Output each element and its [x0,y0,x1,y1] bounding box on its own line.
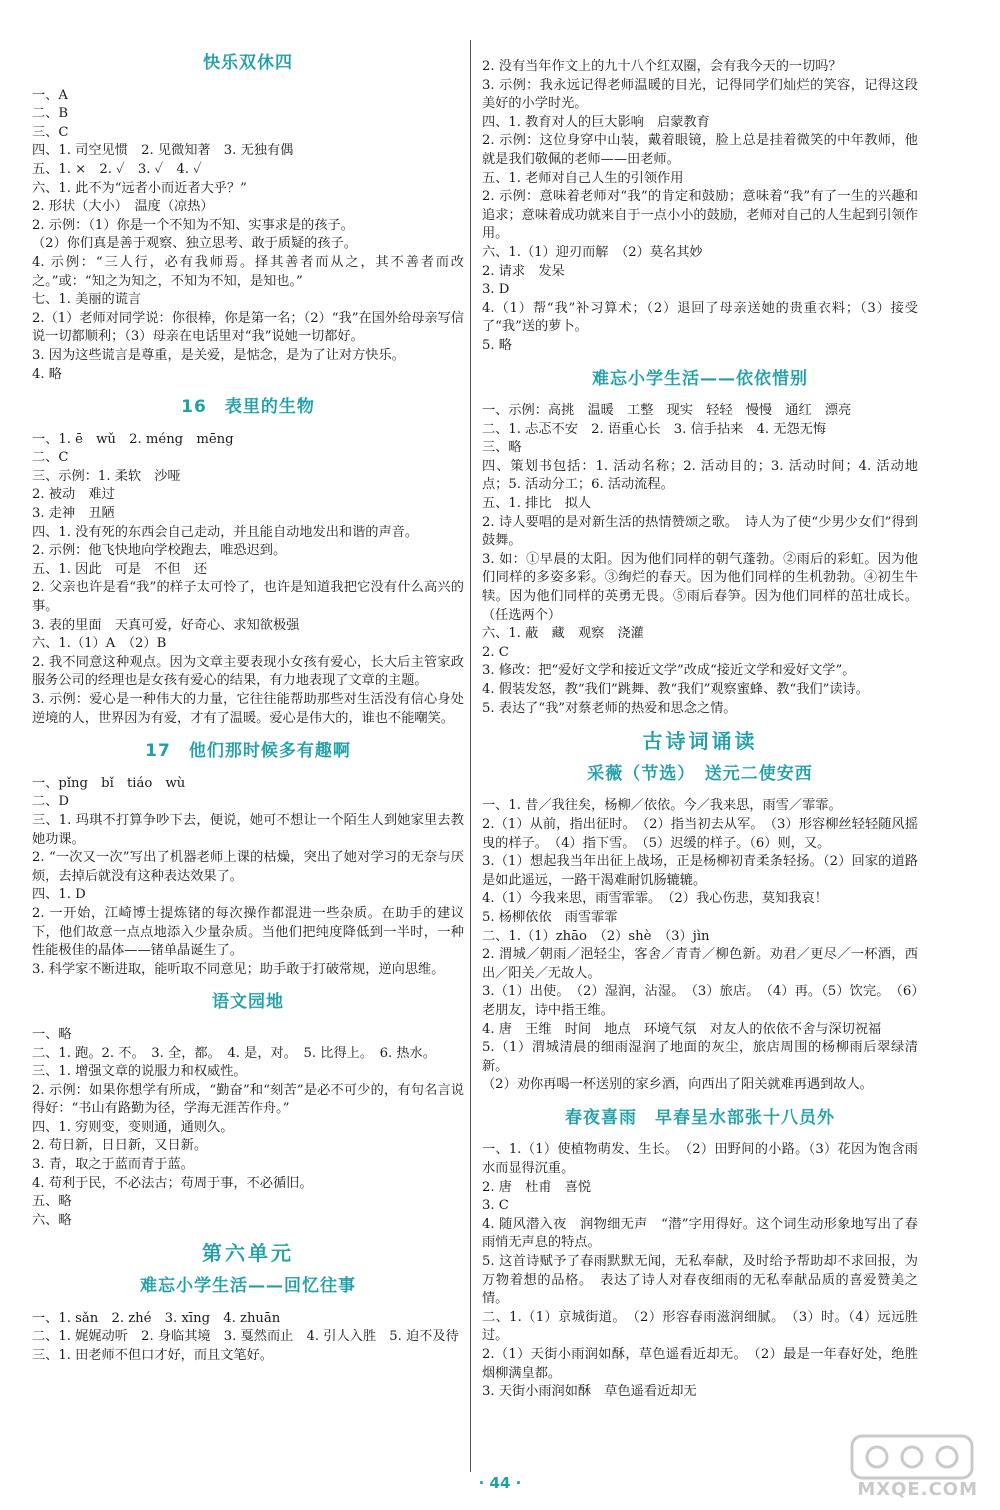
unit-heading: 古诗词诵读 [642,729,758,754]
answer-line: 3. 走神 丑陋 [32,506,115,522]
answer-line: 一、示例：高挑 温暖 工整 现实 轻轻 慢慢 通红 漂亮 [482,403,852,419]
answer-line: 三、示例：1. 柔软 沙哑 [32,468,181,484]
answer-line: 2. 请求 发呆 [482,263,565,279]
answer-line: 3.（1）想起我当年出征上战场，正是杨柳初青柔条轻扬。（2）回家的道路是如此遥远，一路干渴难耐饥肠辘辘。 [482,854,918,888]
answer-line: 一、1. ē wǔ 2. méng mēng [32,431,234,447]
section-heading: 难忘小学生活——依依惜别 [592,368,808,389]
answer-line: 2. 示例：他飞快地向学校跑去，唯恐迟到。 [32,543,287,559]
answer-line: 4. 唐 王维 时间 地点 环境气氛 对友人的依依不舍与深切祝福 [482,1021,882,1037]
column-divider [470,40,471,1472]
answer-line: 3. 科学家不断进取，能听取不同意见；助手敢于打破常规，逆向思维。 [32,961,445,977]
answer-line: 四、1. 穷则变，变则通，通则久。 [32,1119,234,1135]
section-heading: 语文园地 [212,992,284,1013]
answer-line: 2. 诗人要唱的是对新生活的热情赞颂之歌。 诗人为了使“少男少女们”得到鼓舞。 [482,514,918,549]
answer-line: 2. 我不同意这种观点。因为文章主要表现小女孩有爱心，长大后主管家政服务公司的经理也是女孩有爱心的结果，有力地表现了文章的主题。 [32,654,464,689]
answer-line: 四、策划书包括：1. 活动名称；2. 活动目的；3. 活动时间；4. 活动地点；5. 活动分工；6. 活动流程。 [482,458,918,493]
page-number: · 44 · [478,1474,522,1492]
answer-line: 2. 一开始，江崎博士提炼锗的每次操作都混进一些杂质。在助手的建议下，他们故意一点点地添入少量杂质。当他们把纯度降低到一半时，一种性能极佳的晶体——锗单晶诞生了。 [32,905,464,959]
answer-line: 4. 假装发怒，教“我们”跳舞、教“我们”观察蜜蜂、教“我们”读诗。 [482,682,869,697]
watermark-text: MXQE.COM [857,1479,978,1501]
answer-line: 三、1. 玛琪不打算争吵下去，便说，她可不想让一个陌生人到她家里去教她功课。 [32,812,464,847]
answer-line: 3. D [482,282,510,298]
answer-section [32,54,464,384]
answer-line: 4.（1）今我来思，雨雪霏霏。 （2）我心伤悲，莫知我哀！ [482,891,828,907]
answer-line: 5. 表达了“我”对蔡老师的热爱和思念之情。 [482,700,737,716]
answer-line: 5. 杨柳依依 雨雪霏霏 [482,909,618,925]
answer-line: 一、1.（1）使植物萌发、生长。 （2）田野间的小路。（3）花因为饱含雨水而显得沉重。 [482,1142,918,1177]
answer-line: 2. 示例：如果你想学有所成，“勤奋”和“刻苦”是必不可少的，有句名言说得好：“书山有路勤为径，学海无涯苦作舟。” [32,1082,464,1117]
answer-line: 二、1. 娓娓动听 2. 身临其境 3. 戛然而止 4. 引人入胜 5. 迫不及待 [32,1329,459,1345]
answer-line: 4.（1）帮“我”补习算术；（2）退回了母亲送她的贵重衣料；（3）接受了“我”送的萝卜。 [482,300,918,335]
answer-line: 2. 唐 杜甫 喜悦 [482,1179,592,1195]
answer-line: 2.（1）从前，指出征时。 （2）指当初去从军。 （3）形容柳丝轻轻随风摇曳的样子。 （4）指下雪。 （5）迟缓的样子。（6）则，又。 [482,816,918,851]
answer-line: 2. “一次又一次”写出了机器老师上课的枯燥，突出了她对学习的无奈与厌烦，去掉后就没有这种表达效果了。 [32,850,464,884]
right-column [482,58,918,1402]
answer-line: 4. 略 [32,366,62,382]
answer-line: 四、1. 司空见惯 2. 见微知著 3. 无独有偶 [32,143,294,159]
answer-line: 3. 如：①早晨的太阳。因为他们同样的朝气蓬勃。②雨后的彩虹。因为他们同样的多姿多彩。③绚烂的春天。因为他们同样的生机勃勃。④初生牛犊。因为他们同样的英勇无畏。⑤雨后春笋。因为他们同样的茁壮成长。（任选两个） [482,551,918,623]
answer-line: 2. 形状（大小） 温度（凉热） [32,199,214,215]
answer-line: 3. 示例：我永远记得老师温暖的目光，记得同学们灿烂的笑容，记得这段美好的小学时光。 [482,77,918,112]
answer-line: 4. 苟利于民，不必法古；苟周于事，不必循旧。 [32,1175,313,1191]
answer-line: 六、1. 此不为“远者小而近者大乎？” [32,180,247,196]
answer-section [32,398,464,728]
answer-line: 二、D [32,794,69,810]
answer-line: 六、略 [32,1212,72,1228]
answer-line: 二、1. 跑。2. 不。 3. 全，都。 4. 是，对。 5. 比得上。 6. 热水。 [32,1045,436,1061]
answer-line: 3. 表的里面 天真可爱，好奇心、求知欲极强 [32,617,300,633]
answer-line: 2. 渭城／朝雨／浥轻尘，客舍／青青／柳色新。劝君／更尽／一杯酒，西出／阳关／无故人。 [482,947,918,981]
answer-section [482,765,918,1095]
answer-line: 六、1.（1）A （2）B [32,636,167,652]
answer-line: 三、C [32,124,69,140]
answer-section [482,729,918,754]
answer-line: 一、1. 昔／我往矣，杨柳／依依。今／我来思，雨雪／霏霏。 [482,798,842,814]
answer-line: 二、1.（1）京城街道。 （2）形容春雨滋润细腻。 （3）时。（4）远远胜过。 [482,1309,918,1344]
answer-line: 二、B [32,106,69,122]
answer-line: （2）你们真是善于观察、独立思考、敢于质疑的孩子。 [32,236,357,252]
answer-line: 3. 修改：把“爱好文学和接近文学”改成“接近文学和爱好文学”。 [482,663,856,679]
answer-line: 二、1. 忐忑不安 2. 语重心长 3. 信手拈来 4. 无怨无悔 [482,421,827,437]
answer-line: 一、1. sǎn 2. zhé 3. xīng 4. zhuān [32,1310,281,1326]
answer-section [32,1277,464,1365]
answer-line: 3. C [482,1198,509,1214]
answer-section [482,370,918,719]
answer-line: 2. 示例：（1）你是一个不知为不知、实事求是的孩子。 [32,217,354,233]
answer-line: 三、1. 增强文章的说服力和权威性。 [32,1064,247,1080]
answer-line: 2.（1）老师对同学说：你很棒，你是第一名；（2）“我”在国外给母亲写信说一切都顺利；（3）母亲在电话里对“我”说她一切都好。 [32,310,464,345]
section-heading: 快乐双休四 [203,53,293,73]
answer-section [482,58,918,356]
answer-line: （2）劝你再喝一杯送别的家乡酒，向西出了阳关就难再遇到故人。 [482,1077,873,1093]
answer-line: 2.（1）天街小雨润如酥，草色遥看近却无。 （2）最是一年春好处，绝胜烟柳满皇都。 [482,1347,918,1381]
answer-line: 四、1. D [32,887,86,903]
answer-section [32,742,464,979]
answer-line: 2. C [482,644,509,660]
answer-line: 3. 天街小雨润如酥 草色遥看近却无 [482,1384,697,1400]
answer-line: 五、略 [32,1194,72,1210]
answer-line: 二、1.（1）zhāo （2）shè （3）jìn [482,928,710,944]
section-heading: 难忘小学生活——回忆往事 [140,1276,356,1297]
answer-line: 2. 示例：意味着老师对“我”的肯定和鼓励；意味着“我”有了一生的兴趣和追求；意味着成功就来自于一点小小的鼓励，老师对自己的人生起到引领作用。 [482,189,918,242]
answer-line: 5.（1）渭城清晨的细雨湿润了地面的灰尘，旅店周围的杨柳雨后翠绿清新。 [482,1040,918,1074]
answer-line: 2. 苟日新，日日新，又日新。 [32,1138,208,1154]
answer-line: 2. 父亲也许是看“我”的样子太可怜了，也许是知道我把它没有什么高兴的事。 [32,580,464,615]
answer-line: 五、1. 因此 可是 不但 还 [32,561,208,577]
answer-line: 3. 因为这些谎言是尊重，是关爱，是惦念，是为了让对方快乐。 [32,347,405,363]
section-heading: 采薇（节选） 送元二使安西 [587,763,813,784]
answer-line: 三、略 [482,440,522,456]
answer-line: 六、1. 蔽 藏 观察 浇灌 [482,626,644,642]
section-heading: 17 他们那时候多有趣啊 [145,741,351,762]
answer-section [482,1109,918,1402]
answer-line: 5. 略 [482,337,512,353]
answer-line: 4. 随风潜入夜 润物细无声 “潜”字用得好。这个词生动形象地写出了春雨悄无声息的特点。 [482,1216,918,1251]
section-heading: 春夜喜雨 早春呈水部张十八员外 [565,1107,835,1128]
answer-line: 3. 青，取之于蓝而青于蓝。 [32,1157,194,1173]
answer-line: 3. 示例：爱心是一种伟大的力量，它往往能帮助那些对生活没有信心身处逆境的人，世界因为有爱，才有了温暖。爱心是伟大的，谁也不能嘲笑。 [32,692,464,726]
answer-line: 2. 被动 难过 [32,487,115,503]
answer-line: 三、1. 田老师不但口才好，而且文笔好。 [32,1347,273,1363]
answer-line: 四、1. 没有死的东西会自己走动，并且能自动地发出和谐的声音。 [32,524,419,540]
answer-section [32,1241,464,1266]
answer-line: 一、A [32,87,68,103]
answer-line: 2. 没有当年作文上的九十八个红双圈，会有我今天的一切吗？ [482,59,842,74]
answer-line: 五、1. 排比 拟人 [482,496,592,512]
answer-line: 五、1. 老师对自己人生的引领作用 [482,170,684,186]
answer-line: 4. 示例：“三人行，必有我师焉。择其善者而从之，其不善者而改之。”或：“知之为知之，不知为不知，是知也。” [32,254,464,289]
answer-line: 二、C [32,450,69,466]
answer-line: 一、略 [32,1026,72,1042]
answer-line: 一、pǐng bǐ tiáo wù [32,775,186,791]
answer-line: 五、1. × 2. ✓ 3. ✓ 4. ✓ [32,161,202,177]
left-column [32,40,464,1365]
answer-line: 3.（1）出使。 （2）湿润，沾湿。 （3）旅店。 （4）再。（5）饮完。 （6）老朋友，诗中指王维。 [482,984,918,1018]
answer-line: 2. 示例：这位身穿中山装，戴着眼镜，脸上总是挂着微笑的中年教师，他就是我们敬佩的老师——田老师。 [482,133,918,167]
answer-line: 四、1. 教育对人的巨大影响 启蒙教育 [482,114,710,130]
answer-section [32,993,464,1230]
unit-heading: 第六单元 [202,1241,294,1266]
watermark-logo [832,1432,982,1502]
answer-line: 六、1.（1）迎刃而解 （2）莫名其妙 [482,244,703,260]
answer-line: 七、1. 美丽的谎言 [32,292,142,308]
section-heading: 16 表里的生物 [181,397,315,418]
answer-line: 5. 这首诗赋予了春雨默默无闻，无私奉献，及时给予帮助却不求回报，为万物着想的品格。 表达了诗人对春夜细雨的无私奉献品质的喜爱赞美之情。 [482,1254,918,1307]
